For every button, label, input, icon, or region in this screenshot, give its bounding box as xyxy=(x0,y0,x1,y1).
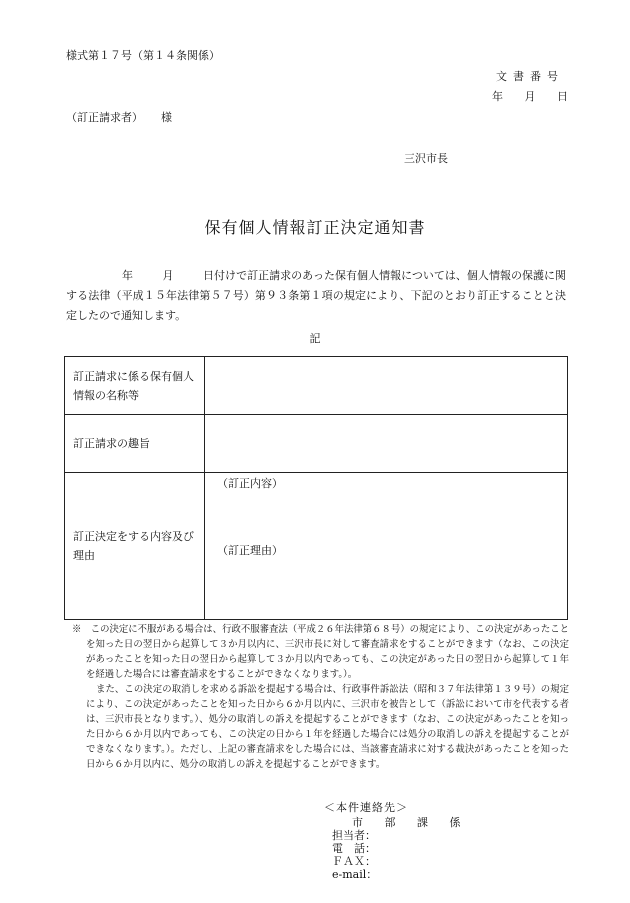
form-number: 様式第１７号（第１４条関係） xyxy=(66,49,220,62)
row-label-information-name: 訂正請求に係る保有個人情報の名称等 xyxy=(65,357,205,415)
note-lawsuit: また、この決定の取消しを求める訴訟を提起する場合は、行政事件訴訟法（昭和３７年法律第１３９号）の規定により、この決定があったことを知った日から６か月以内に、三沢市を被告として（訴訟において市を代表する者は、三沢市長となります。）、処分の取消しの訴えを提起することができます（なお、この決定があったことを知った日から６か月以内であっても、この決定の日から１年を経過した場合には処分の取消しの訴えを提起することができなくなります。）。ただし、上記の審査請求をした場合には、当該審査請求に対する裁決があったことを知った日から６か月以内に、処分の取消しの訴えを提起することができます。 xyxy=(86,684,569,770)
table-row xyxy=(65,357,568,415)
document-date-label: 年 月 日 xyxy=(492,90,568,103)
row-value-information-name xyxy=(205,357,568,415)
document-title: 保有個人情報訂正決定通知書 xyxy=(204,218,426,237)
ki-heading: 記 xyxy=(309,332,321,345)
row-value-decision-content xyxy=(205,473,568,620)
row-value-request-purpose xyxy=(205,415,568,473)
addressee-name: （訂正請求者） xyxy=(66,111,143,124)
note-appeal: ※ この決定に不服がある場合は、行政不服審査法（平成２６年法律第６８号）の規定により、この決定があったことを知った日の翌日から起算して３か月以内に、三沢市長に対して審査請求をすることができます（なお、この決定があったことを知った日の翌日から起算して３か月以内であっても、この決定があった日の翌日から起算して１年を経過した場合には審査請求をすることができなくなります。）。 xyxy=(72,624,569,680)
notes xyxy=(72,622,569,772)
correction-content-label: （訂正内容） xyxy=(217,477,283,490)
correction-reason-label: （訂正理由） xyxy=(217,544,283,557)
addressee xyxy=(66,110,172,125)
decision-table xyxy=(64,356,568,620)
issuer: 三沢市長 xyxy=(404,152,448,165)
document-number-label: 文書番号 xyxy=(496,70,564,83)
contact-fax: ＦＡＸ： xyxy=(332,855,376,868)
contact-email: e-mail： xyxy=(332,868,378,881)
addressee-honorific: 様 xyxy=(161,111,172,124)
row-label-request-purpose: 訂正請求の趣旨 xyxy=(65,415,205,473)
body-paragraph xyxy=(66,266,566,326)
body-date: 年 月 日 xyxy=(122,269,215,282)
contact-phone: 電 話： xyxy=(332,842,376,855)
contact-department: 市 部 課 係 xyxy=(352,816,461,829)
row-label-decision-content: 訂正決定をする内容及び理由 xyxy=(65,473,205,620)
contact-title: ＜本件連絡先＞ xyxy=(324,801,408,814)
table-row xyxy=(65,415,568,473)
contact-person: 担当者： xyxy=(332,829,376,842)
body-text: 付けで訂正請求のあった保有個人情報については、個人情報の保護に関する法律（平成１５年法律第５７号）第９３条第１項の規定により、下記のとおり訂正することと決定したので通知します。 xyxy=(66,269,566,322)
table-row xyxy=(65,473,568,620)
